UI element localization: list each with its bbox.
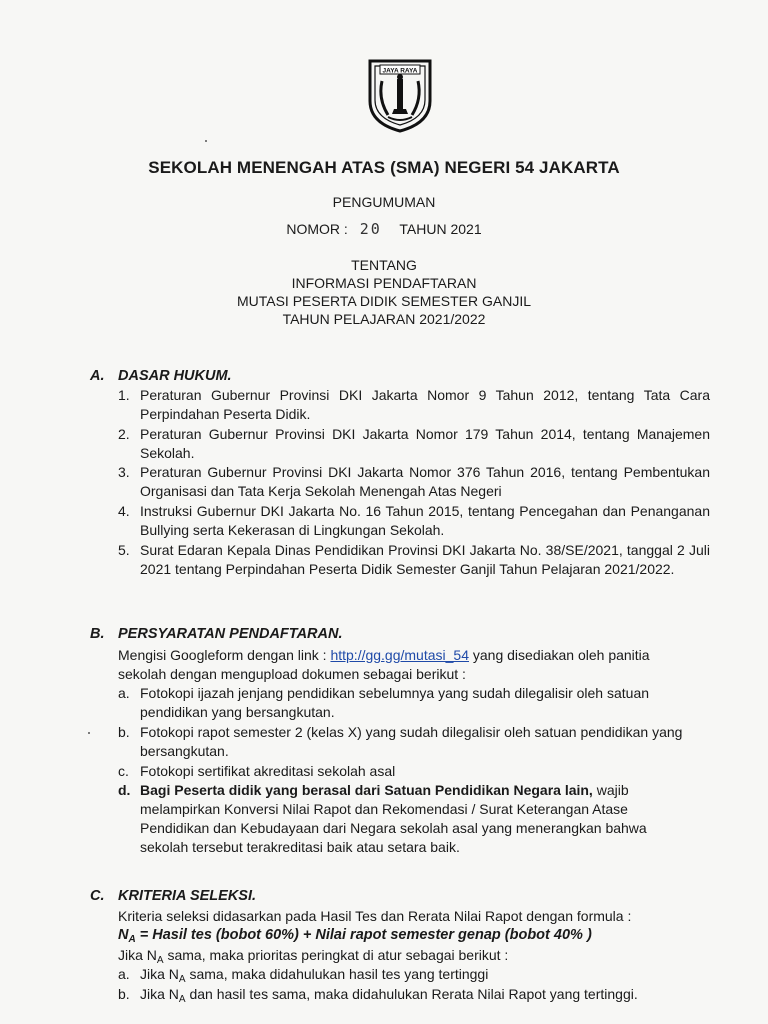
tie-break-intro — [118, 946, 718, 965]
selection-formula — [118, 926, 718, 945]
nomor-line — [0, 220, 768, 238]
tie-break-variable: N — [146, 947, 157, 963]
legal-basis-item — [118, 425, 710, 463]
requirement-item — [118, 781, 678, 857]
item-letter: d. — [118, 782, 131, 798]
item-subscript: A — [178, 994, 186, 1005]
requirements-intro — [118, 646, 718, 665]
item-text: Peraturan Gubernur Provinsi DKI Jakarta Nomor 376 Tahun 2016, tentang Pembentukan Organisasi dan Tata Kerja Sekolah Menengah Atas Negeri — [140, 464, 710, 499]
logo-banner-text: JAYA RAYA — [382, 67, 418, 75]
section-letter: A. — [90, 368, 105, 384]
item-text: Surat Edaran Kepala Dinas Pendidikan Provinsi DKI Jakarta No. 38/SE/2021, tanggal 2 Juli 2021 tentang Perpindahan Peserta Didik Semester Ganjil Tahun Pelajaran 2021/2022. — [140, 542, 710, 577]
requirement-item — [118, 762, 698, 781]
formula-subscript: A — [128, 934, 136, 945]
nomor-value: 20 — [359, 220, 382, 238]
item-number: 3. — [118, 464, 130, 480]
tie-break-prefix: Jika — [118, 947, 147, 963]
tie-break-text: sama, maka prioritas peringkat di atur sebagai berikut : — [163, 947, 509, 963]
tie-break-item — [118, 965, 718, 984]
subject-line-3: TAHUN PELAJARAN 2021/2022 — [282, 311, 486, 327]
item-text: Fotokopi ijazah jenjang pendidikan sebelumnya yang sudah dilegalisir oleh satuan pendidikan yang bersangkutan. — [140, 685, 650, 720]
item-prefix: Jika — [140, 966, 169, 982]
section-title: DASAR HUKUM. — [118, 368, 232, 384]
tie-break-subscript: A — [156, 955, 164, 966]
nomor-label: NOMOR : — [286, 221, 348, 237]
item-bold-text: Bagi Peserta didik yang berasal dari Satuan Pendidikan Negara lain, — [140, 782, 593, 798]
item-number: 1. — [118, 387, 130, 403]
intro-text-after-link: yang disediakan oleh panitia — [472, 647, 650, 663]
subject-line-1: INFORMASI PENDAFTARAN — [291, 275, 477, 291]
item-text: Peraturan Gubernur Provinsi DKI Jakarta Nomor 9 Tahun 2012, tentang Tata Cara Perpindahan Peserta Didik. — [140, 387, 710, 422]
item-text: Peraturan Gubernur Provinsi DKI Jakarta Nomor 179 Tahun 2014, tentang Manajemen Sekolah. — [140, 426, 710, 461]
item-text: sama, maka didahulukan hasil tes yang tertinggi — [185, 966, 489, 982]
item-text: dan hasil tes sama, maka didahulukan Rerata Nilai Rapot yang tertinggi. — [185, 986, 638, 1002]
item-letter: a. — [118, 966, 130, 982]
section-title: KRITERIA SELEKSI. — [118, 888, 257, 904]
requirement-item — [118, 723, 698, 761]
item-number: 5. — [118, 542, 130, 558]
item-text: Instruksi Gubernur DKI Jakarta No. 16 Tahun 2015, tentang Pencegahan dan Penanganan Bullying serta Kekerasan di Lingkungan Sekolah. — [140, 503, 710, 538]
item-letter: a. — [118, 685, 130, 701]
item-letter: b. — [118, 724, 130, 740]
intro-text-before-link: Mengisi Googleform dengan link : — [118, 647, 327, 663]
criteria-intro: Kriteria seleksi didasarkan pada Hasil Tes dan Rerata Nilai Rapot dengan formula : — [118, 908, 632, 924]
announcement-title: PENGUMUMAN — [332, 194, 436, 210]
jakarta-coat-of-arms-icon — [366, 57, 434, 133]
formula-text: = Hasil tes (bobot 60%) + Nilai rapot semester genap (bobot 40% ) — [135, 927, 592, 943]
subject-line-2: MUTASI PESERTA DIDIK SEMESTER GANJIL — [236, 293, 532, 309]
item-subscript: A — [178, 974, 186, 985]
item-variable: N — [168, 966, 179, 982]
tentang-label: TENTANG — [351, 257, 417, 273]
section-letter: C. — [90, 888, 105, 904]
requirement-item — [118, 684, 698, 722]
legal-basis-item — [118, 502, 710, 540]
item-letter: b. — [118, 986, 130, 1002]
scan-speck — [205, 140, 207, 142]
tie-break-item — [118, 985, 718, 1004]
section-letter: B. — [90, 626, 105, 642]
item-number: 2. — [118, 426, 130, 442]
scan-speck — [88, 732, 90, 734]
item-number: 4. — [118, 503, 130, 519]
legal-basis-item — [118, 463, 710, 501]
item-text: Fotokopi sertifikat akreditasi sekolah asal — [140, 763, 396, 779]
item-prefix: Jika — [140, 986, 169, 1002]
formula-variable: N — [118, 927, 129, 943]
section-title: PERSYARATAN PENDAFTARAN. — [118, 626, 343, 642]
school-title: SEKOLAH MENENGAH ATAS (SMA) NEGERI 54 JAKARTA — [148, 158, 620, 177]
item-variable: N — [168, 986, 179, 1002]
tahun-label: TAHUN 2021 — [399, 221, 482, 237]
googleform-link[interactable]: http://gg.gg/mutasi_54 — [330, 647, 469, 663]
item-text: wajib melampirkan Konversi Nilai Rapot dan Rekomendasi / Surat Keterangan Atase Pendidikan dan Kebudayaan dari Negara sekolah asal yang menerangkan bahwa sekolah tersebut terakreditasi baik atau setara baik. — [140, 782, 647, 855]
item-text: Fotokopi rapot semester 2 (kelas X) yang sudah dilegalisir oleh satuan pendidikan yang bersangkutan. — [140, 724, 683, 759]
legal-basis-item — [118, 541, 710, 579]
legal-basis-item — [118, 386, 710, 424]
requirements-intro-line2: sekolah dengan mengupload dokumen sebagai berikut : — [118, 666, 466, 682]
item-letter: c. — [118, 763, 129, 779]
